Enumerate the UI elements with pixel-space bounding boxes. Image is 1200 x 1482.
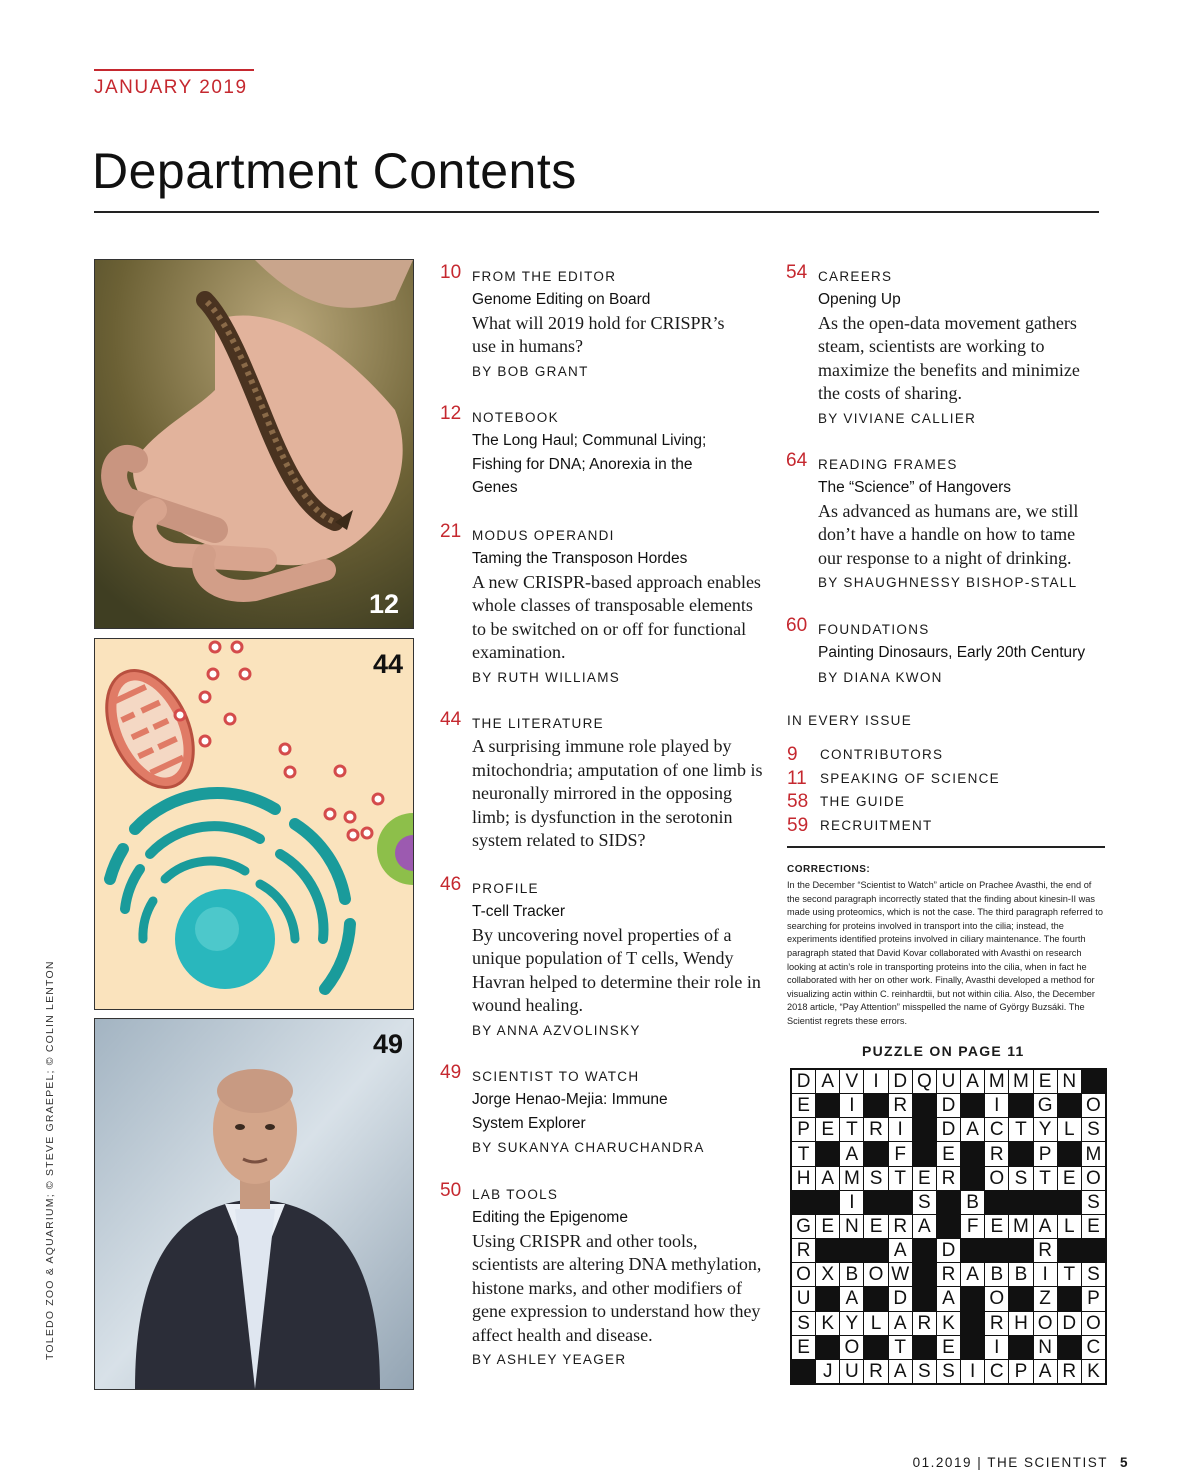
crossword-cell: R xyxy=(889,1215,912,1238)
crossword-black-cell xyxy=(1082,1239,1105,1262)
crossword-black-cell xyxy=(1009,1094,1032,1117)
image-page-number: 12 xyxy=(368,589,399,619)
headline: Taming the Transposon Hordes xyxy=(472,550,688,567)
headline: Jorge Henao-Mejia: Immune System Explorer xyxy=(472,1091,668,1132)
crossword-cell: M xyxy=(1009,1215,1032,1238)
crossword-cell: A xyxy=(889,1360,912,1383)
page-number: 12 xyxy=(440,403,462,424)
page-number: 21 xyxy=(440,521,462,542)
page-number: 50 xyxy=(440,1180,462,1201)
crossword-black-cell xyxy=(985,1191,1008,1214)
crossword-cell: I xyxy=(985,1094,1008,1117)
image-page-number: 44 xyxy=(372,649,403,679)
crossword-cell: E xyxy=(1034,1070,1057,1093)
crossword-black-cell xyxy=(1058,1142,1081,1165)
deck: As advanced as humans are, we still don’t have a handle on how to tame our response to a night of drinking. xyxy=(818,500,1079,568)
corrections-title: CORRECTIONS: xyxy=(787,864,871,875)
crossword-cell: H xyxy=(1009,1312,1032,1335)
crossword-cell: Y xyxy=(840,1312,863,1335)
section-label: READING FRAMES xyxy=(818,457,958,472)
crossword-black-cell xyxy=(961,1287,984,1310)
crossword-black-cell xyxy=(1058,1239,1081,1262)
crossword-cell: D xyxy=(1058,1312,1081,1335)
crossword-cell: Z xyxy=(1034,1287,1057,1310)
headline: T-cell Tracker xyxy=(472,903,566,920)
headline: Painting Dinosaurs, Early 20th Century xyxy=(818,644,1086,661)
crossword-cell: X xyxy=(816,1263,839,1286)
crossword-cell: S xyxy=(1009,1167,1032,1190)
crossword-black-cell xyxy=(840,1239,863,1262)
crossword-cell: N xyxy=(1034,1336,1057,1359)
crossword-cell: O xyxy=(1082,1312,1105,1335)
crossword-cell: R xyxy=(985,1312,1008,1335)
crossword-cell: I xyxy=(840,1191,863,1214)
corrections-text: In the December “Scientist to Watch” article on Prachee Avasthi, the end of the second paragraph incorrectly stated that the finding about kinesin-II was made using proteomics, which is not the case. The third paragraph referred to searching for proteins involved in transport into the cilia; instead, the experiments identified proteins involved in ciliary maintenance. The fourth paragraph stated that David Kovar collaborated with Avasthi on research looking at actin’s role in transporting proteins into the cilia, when in fact he collaborated with her on other work. Finally, Avasthi developed a method for visualizing actin within C. reinhardtii, but not within cilia. Also, the December 2018 article, “Pay Attention” misspelled the name of György Buzsáki. The Scientist regrets these errors. xyxy=(787,880,1103,1026)
crossword-cell: O xyxy=(1082,1167,1105,1190)
crossword-black-cell xyxy=(816,1094,839,1117)
scientist-portrait-illustration xyxy=(95,1019,413,1389)
page-number: 58 xyxy=(787,791,809,812)
crossword-cell: D xyxy=(792,1070,815,1093)
crossword-black-cell xyxy=(913,1142,936,1165)
crossword-cell: I xyxy=(864,1070,887,1093)
page-number: 11 xyxy=(787,768,807,789)
crossword-cell: E xyxy=(864,1215,887,1238)
crossword-cell: L xyxy=(1058,1215,1081,1238)
literature-illustration[interactable] xyxy=(94,638,414,1010)
crossword-cell: E xyxy=(937,1336,960,1359)
crossword-cell: A xyxy=(1034,1360,1057,1383)
byline: BY BOB GRANT xyxy=(472,363,589,379)
toc-entry-the-literature[interactable] xyxy=(440,709,772,853)
crossword-cell: N xyxy=(840,1215,863,1238)
crossword-cell: R xyxy=(985,1142,1008,1165)
toc-entry-lab-tools[interactable] xyxy=(440,1180,772,1371)
crossword-black-cell xyxy=(816,1239,839,1262)
crossword-cell: B xyxy=(840,1263,863,1286)
crossword-cell: E xyxy=(792,1336,815,1359)
item-label: CONTRIBUTORS xyxy=(820,747,944,762)
crossword-cell: T xyxy=(1034,1167,1057,1190)
crossword-cell: I xyxy=(840,1094,863,1117)
crossword-cell: M xyxy=(1082,1142,1105,1165)
toc-entry-notebook[interactable] xyxy=(440,403,772,500)
crossword-cell: T xyxy=(840,1118,863,1141)
crossword-black-cell xyxy=(1058,1094,1081,1117)
headline: The “Science” of Hangovers xyxy=(818,479,1011,496)
crossword-cell: T xyxy=(1058,1263,1081,1286)
crossword-black-cell xyxy=(913,1094,936,1117)
crossword-black-cell xyxy=(816,1336,839,1359)
crossword-cell: R xyxy=(937,1167,960,1190)
toc-entry-foundations[interactable] xyxy=(786,615,1118,689)
crossword-cell: J xyxy=(816,1360,839,1383)
crossword-black-cell xyxy=(985,1239,1008,1262)
crossword-cell: O xyxy=(840,1336,863,1359)
crossword-black-cell xyxy=(961,1312,984,1335)
section-label: CAREERS xyxy=(818,269,893,284)
crossword-cell: B xyxy=(961,1191,984,1214)
page-number: 64 xyxy=(786,450,808,471)
crossword-cell: E xyxy=(816,1118,839,1141)
page-title: Department Contents xyxy=(92,143,577,199)
crossword-cell: T xyxy=(889,1336,912,1359)
section-label: FROM THE EDITOR xyxy=(472,269,617,284)
photo-credit: TOLEDO ZOO & AQUARIUM; © STEVE GRAEPEL; © COLIN LENTON xyxy=(44,960,56,1360)
crossword-cell: A xyxy=(961,1118,984,1141)
crossword-cell: E xyxy=(985,1215,1008,1238)
toc-entry-scientist-to-watch[interactable] xyxy=(440,1062,772,1159)
crossword-black-cell xyxy=(961,1239,984,1262)
crossword-cell: I xyxy=(889,1118,912,1141)
crossword-cell: A xyxy=(1034,1215,1057,1238)
page-number: 10 xyxy=(440,262,462,283)
deck: A surprising immune role played by mitochondria; amputation of one limb is neuronally mirrored in the opposing limb; is dysfunction in the serotonin system related to SIDS? xyxy=(472,736,763,850)
section-label: FOUNDATIONS xyxy=(818,622,930,637)
section-label: LAB TOOLS xyxy=(472,1187,559,1202)
crossword-cell: R xyxy=(864,1118,887,1141)
crossword-cell: K xyxy=(1082,1360,1105,1383)
headline: Genome Editing on Board xyxy=(472,291,651,308)
crossword-cell: Y xyxy=(1034,1118,1057,1141)
crossword-black-cell xyxy=(1082,1070,1105,1093)
headline: Opening Up xyxy=(818,291,901,308)
crossword-black-cell xyxy=(937,1191,960,1214)
crossword-cell: S xyxy=(913,1191,936,1214)
crossword-cell: R xyxy=(792,1239,815,1262)
crossword-cell: I xyxy=(1034,1263,1057,1286)
byline: BY ASHLEY YEAGER xyxy=(472,1352,627,1367)
crossword-black-cell xyxy=(961,1094,984,1117)
crossword-cell: S xyxy=(1082,1263,1105,1286)
crossword-black-cell xyxy=(913,1239,936,1262)
crossword-cell: H xyxy=(792,1167,815,1190)
issue-month: JANUARY 2019 xyxy=(94,77,248,98)
crossword-cell: P xyxy=(1009,1360,1032,1383)
fish-in-hand-illustration xyxy=(95,260,413,628)
crossword-black-cell xyxy=(1009,1336,1032,1359)
notebook-photo[interactable] xyxy=(94,259,414,629)
crossword-black-cell xyxy=(864,1239,887,1262)
crossword-cell: D xyxy=(937,1239,960,1262)
crossword-cell: E xyxy=(937,1142,960,1165)
crossword-cell: O xyxy=(985,1287,1008,1310)
crossword-black-cell xyxy=(937,1215,960,1238)
crossword-cell: G xyxy=(1034,1094,1057,1117)
crossword-cell: P xyxy=(792,1118,815,1141)
crossword-cell: N xyxy=(1058,1070,1081,1093)
crossword-cell: S xyxy=(913,1360,936,1383)
crossword-cell: A xyxy=(889,1239,912,1262)
puzzle-title: PUZZLE ON PAGE 11 xyxy=(862,1043,1025,1059)
crossword-black-cell xyxy=(913,1263,936,1286)
crossword-cell: E xyxy=(1082,1215,1105,1238)
crossword-cell: K xyxy=(816,1312,839,1335)
every-issue xyxy=(787,713,1105,838)
crossword-cell: S xyxy=(937,1360,960,1383)
section-label: THE LITERATURE xyxy=(472,716,604,731)
item-label: SPEAKING OF SCIENCE xyxy=(820,771,1000,786)
crossword-cell: K xyxy=(937,1312,960,1335)
crossword-cell: D xyxy=(889,1287,912,1310)
crossword-cell: M xyxy=(985,1070,1008,1093)
crossword-cell: M xyxy=(840,1167,863,1190)
crossword-cell: L xyxy=(1058,1118,1081,1141)
crossword-cell: I xyxy=(985,1336,1008,1359)
crossword-cell: A xyxy=(961,1070,984,1093)
crossword-black-cell xyxy=(864,1287,887,1310)
crossword-black-cell xyxy=(913,1336,936,1359)
crossword-cell: P xyxy=(1082,1287,1105,1310)
crossword-cell: D xyxy=(937,1094,960,1117)
crossword-cell: S xyxy=(792,1312,815,1335)
mitochondria-illustration xyxy=(95,639,413,1009)
crossword-cell: W xyxy=(889,1263,912,1286)
byline: BY VIVIANE CALLIER xyxy=(818,410,977,426)
section-label: PROFILE xyxy=(472,881,539,896)
crossword-cell: T xyxy=(1009,1118,1032,1141)
crossword-cell: G xyxy=(792,1215,815,1238)
crossword-cell: Q xyxy=(913,1070,936,1093)
crossword-cell: E xyxy=(913,1167,936,1190)
page-number: 44 xyxy=(440,709,462,730)
headline: Editing the Epigenome xyxy=(472,1209,628,1226)
every-issue-title: IN EVERY ISSUE xyxy=(787,713,912,728)
toc-entry-modus-operandi[interactable] xyxy=(440,521,772,689)
toc-entry-reading-frames[interactable] xyxy=(786,450,1118,594)
crossword-cell: A xyxy=(840,1287,863,1310)
crossword-black-cell xyxy=(1009,1191,1032,1214)
toc-entry-careers[interactable] xyxy=(786,262,1118,430)
crossword-cell: O xyxy=(1082,1094,1105,1117)
item-label: THE GUIDE xyxy=(820,794,906,809)
byline: BY SUKANYA CHARUCHANDRA xyxy=(472,1140,705,1155)
page-number: 49 xyxy=(440,1062,462,1083)
crossword-cell: I xyxy=(961,1360,984,1383)
crossword-cell: A xyxy=(961,1263,984,1286)
title-rule xyxy=(94,211,1099,213)
crossword-cell: M xyxy=(1009,1070,1032,1093)
crossword-cell: A xyxy=(913,1215,936,1238)
crossword-cell: R xyxy=(1034,1239,1057,1262)
crossword-cell: E xyxy=(792,1094,815,1117)
crossword-cell: O xyxy=(1034,1312,1057,1335)
crossword-cell: C xyxy=(1082,1336,1105,1359)
deck: Using CRISPR and other tools, scientists are altering DNA methylation, histone marks, and other modifiers of gene expression to understand how they affect health and disease. xyxy=(472,1230,762,1345)
crossword-cell: R xyxy=(889,1094,912,1117)
section-label: NOTEBOOK xyxy=(472,410,559,425)
crossword-cell: D xyxy=(889,1070,912,1093)
crossword-black-cell xyxy=(816,1287,839,1310)
crossword-cell: O xyxy=(792,1263,815,1286)
crossword-cell: U xyxy=(840,1360,863,1383)
footer-issue: 01.2019 | THE SCIENTIST xyxy=(912,1455,1108,1470)
page-number: 59 xyxy=(787,815,809,836)
crossword-black-cell xyxy=(913,1287,936,1310)
crossword-cell: A xyxy=(937,1287,960,1310)
page-number: 46 xyxy=(440,874,462,895)
crossword-cell: A xyxy=(840,1142,863,1165)
page-number: 9 xyxy=(787,744,798,765)
crossword-cell: A xyxy=(889,1312,912,1335)
crossword-cell: B xyxy=(985,1263,1008,1286)
month-rule xyxy=(94,69,254,71)
crossword-cell: U xyxy=(792,1287,815,1310)
page-number: 60 xyxy=(786,615,808,636)
crossword-black-cell xyxy=(864,1142,887,1165)
crossword-black-cell xyxy=(1058,1287,1081,1310)
page-number: 54 xyxy=(786,262,808,283)
crossword-black-cell xyxy=(961,1167,984,1190)
crossword-cell: E xyxy=(816,1215,839,1238)
crossword-black-cell xyxy=(1009,1287,1032,1310)
byline: BY DIANA KWON xyxy=(818,669,943,685)
crossword-cell: C xyxy=(985,1360,1008,1383)
byline: BY SHAUGHNESSY BISHOP-STALL xyxy=(818,575,1078,590)
crossword-cell: E xyxy=(1058,1167,1081,1190)
crossword-cell: R xyxy=(1058,1360,1081,1383)
crossword-cell: B xyxy=(1009,1263,1032,1286)
crossword-cell: S xyxy=(1082,1191,1105,1214)
section-label: MODUS OPERANDI xyxy=(472,528,615,543)
crossword-cell: T xyxy=(792,1142,815,1165)
crossword-cell: S xyxy=(1082,1118,1105,1141)
crossword-black-cell xyxy=(1058,1336,1081,1359)
crossword-cell: U xyxy=(937,1070,960,1093)
byline: BY ANNA AZVOLINSKY xyxy=(472,1022,641,1038)
crossword-cell: A xyxy=(816,1070,839,1093)
crossword-cell: T xyxy=(889,1167,912,1190)
crossword-black-cell xyxy=(864,1191,887,1214)
crossword-black-cell xyxy=(889,1191,912,1214)
byline: BY RUTH WILLIAMS xyxy=(472,669,621,685)
footer xyxy=(913,1455,1129,1470)
toc-entry-profile[interactable] xyxy=(440,874,772,1042)
crossword-black-cell xyxy=(1009,1239,1032,1262)
every-issue-rule xyxy=(787,846,1105,848)
crossword-cell: S xyxy=(864,1167,887,1190)
crossword-black-cell xyxy=(913,1118,936,1141)
crossword-black-cell xyxy=(816,1142,839,1165)
scientist-photo[interactable] xyxy=(94,1018,414,1390)
crossword-black-cell xyxy=(1009,1142,1032,1165)
crossword-black-cell xyxy=(1058,1191,1081,1214)
crossword-cell: L xyxy=(864,1312,887,1335)
crossword-grid[interactable] xyxy=(790,1068,1107,1385)
crossword-black-cell xyxy=(792,1360,815,1383)
crossword-cell: P xyxy=(1034,1142,1057,1165)
crossword-cell: C xyxy=(985,1118,1008,1141)
footer-page-number: 5 xyxy=(1119,1455,1129,1470)
crossword-cell: A xyxy=(816,1167,839,1190)
crossword-cell: F xyxy=(889,1142,912,1165)
item-label: RECRUITMENT xyxy=(820,818,933,833)
image-page-number: 49 xyxy=(372,1029,403,1059)
crossword-black-cell xyxy=(1034,1191,1057,1214)
toc-entry-from-the-editor[interactable] xyxy=(440,262,772,383)
deck: As the open-data movement gathers steam, scientists are working to maximize the benefits and minimize the costs of sharing. xyxy=(818,312,1080,403)
crossword-cell: R xyxy=(864,1360,887,1383)
crossword-black-cell xyxy=(864,1336,887,1359)
crossword-cell: D xyxy=(937,1118,960,1141)
crossword-cell: V xyxy=(840,1070,863,1093)
deck: By uncovering novel properties of a unique population of T cells, Wendy Havran helped to determine their role in wound healing. xyxy=(472,924,761,1015)
crossword-cell: R xyxy=(937,1263,960,1286)
deck: What will 2019 hold for CRISPR’s use in humans? xyxy=(472,312,725,356)
crossword-cell: O xyxy=(985,1167,1008,1190)
crossword-black-cell xyxy=(961,1336,984,1359)
deck: A new CRISPR-based approach enables whole classes of transposable elements to be switched on or off for functional examination. xyxy=(472,571,761,662)
crossword-cell: F xyxy=(961,1215,984,1238)
crossword-cell: O xyxy=(864,1263,887,1286)
crossword-black-cell xyxy=(961,1142,984,1165)
section-label: SCIENTIST TO WATCH xyxy=(472,1069,640,1084)
crossword-cell: R xyxy=(913,1312,936,1335)
headline: The Long Haul; Communal Living; Fishing for DNA; Anorexia in the Genes xyxy=(472,432,707,496)
crossword-black-cell xyxy=(792,1191,815,1214)
crossword-black-cell xyxy=(864,1094,887,1117)
crossword-black-cell xyxy=(816,1191,839,1214)
